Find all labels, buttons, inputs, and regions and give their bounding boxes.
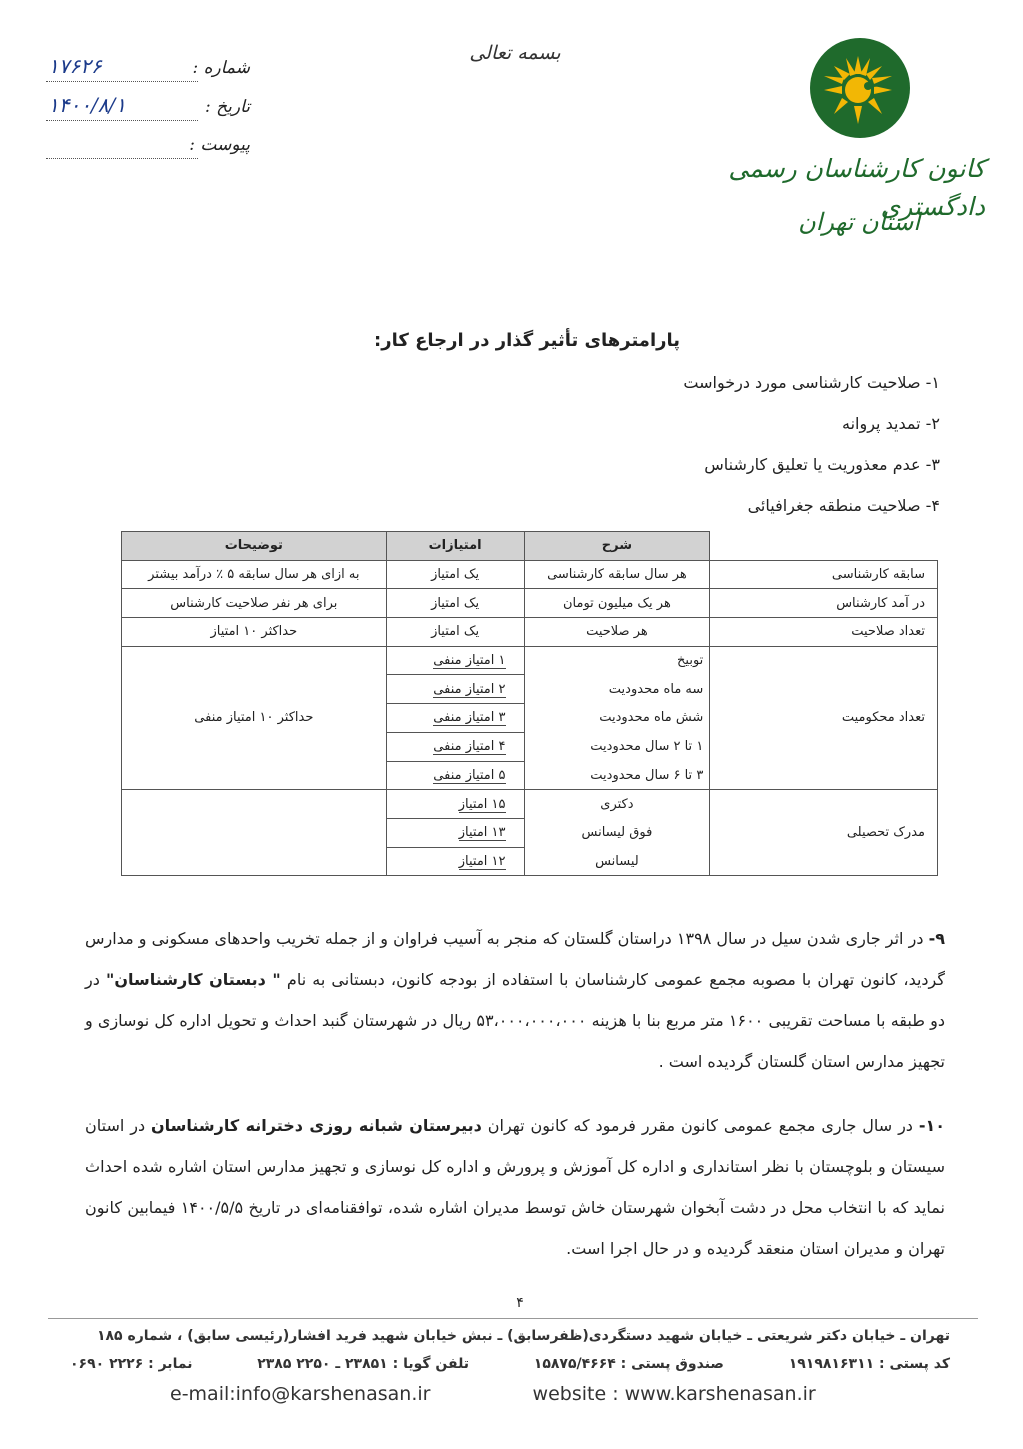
- row-points: ۱۵ امتیاز: [458, 796, 506, 812]
- school-name: دبیرستان شبانه روزی دخترانه کارشناسان: [150, 1116, 482, 1135]
- list-item: ۳- عدم معذوریت یا تعلیق کارشناس: [704, 455, 940, 474]
- scoring-table: [121, 531, 938, 876]
- row-desc: هر سال سابقه کارشناسی: [524, 560, 710, 589]
- row-points: ۲ امتیاز منفی: [433, 681, 506, 697]
- list-item: ۴- صلاحیت منطقه جغرافیائی: [747, 496, 940, 515]
- row-label: مدرک تحصیلی: [710, 790, 938, 876]
- row-points: ۳ امتیاز منفی: [433, 710, 506, 726]
- postal-code: کد پستی : ۱۹۱۹۸۱۶۳۱۱: [788, 1356, 950, 1372]
- header-points: امتیازات: [386, 532, 524, 561]
- organization-logo: [808, 36, 912, 140]
- row-desc: شش ماه محدودیت: [524, 704, 710, 733]
- letter-attachment-label: پیوست :: [189, 135, 250, 155]
- letter-date-value: ۱۴۰۰/۸/۱: [48, 93, 126, 117]
- row-note: برای هر نفر صلاحیت کارشناس: [122, 589, 387, 618]
- letter-number-label: شماره :: [192, 58, 250, 78]
- row-points: ۱۳ امتیاز: [458, 825, 506, 841]
- letter-number-value: ۱۷۶۲۶: [48, 54, 102, 78]
- email-link[interactable]: e-mail:info@karshenasan.ir: [170, 1383, 431, 1405]
- footer-divider: [48, 1318, 978, 1319]
- row-note: به ازای هر سال سابقه ۵ ٪ درآمد بیشتر: [122, 560, 387, 589]
- row-label: در آمد کارشناس: [710, 589, 938, 618]
- list-item: ۲- تمدید پروانه: [842, 414, 940, 433]
- paragraph-9: ۹- در اثر جاری شدن سیل در سال ۱۳۹۸ دراستان گلستان که منجر به آسیب فراوان و از جمله تخریب واحدهای مسکونی و مدارس گردید، کانون تهران با مصوبه مجمع عمومی کارشناسان با استفاده از بودجه کانون، دبستانی به نام " دبستان کارشناسان" در دو طبقه با مساحت تقریبی ۱۶۰۰ متر مربع بنا با هزینه ۵۳،۰۰۰،۰۰۰،۰۰۰ ریال در شهرستان گنبد احداث و تحویل اداره کل نوسازی و تجهیز مدارس استان گلستان گردیده است .: [85, 929, 946, 1071]
- row-label: تعداد محکومیت: [710, 646, 938, 789]
- table-row: [122, 618, 938, 647]
- footer-address: تهران ـ خیابان دکتر شریعتی ـ خیابان شهید دستگردی(ظفرسابق) ـ نبش خیابان شهید فرید افشار(رئیسی سابق) ، شماره ۱۸۵: [96, 1328, 950, 1344]
- letter-date: [40, 93, 250, 123]
- row-points: ۴ امتیاز منفی: [433, 739, 506, 755]
- row-label: سابقه کارشناسی: [710, 560, 938, 589]
- row-desc: لیسانس: [524, 847, 710, 876]
- table-row: [122, 560, 938, 589]
- row-desc: هر یک میلیون تومان: [524, 589, 710, 618]
- row-desc: ۳ تا ۶ سال محدودیت: [524, 761, 710, 790]
- row-points: یک امتیاز: [386, 560, 524, 589]
- row-desc: هر صلاحیت: [524, 618, 710, 647]
- paragraph-number: ۱۰-: [918, 1116, 946, 1135]
- header-notes: توضیحات: [122, 532, 387, 561]
- list-item: ۱- صلاحیت کارشناسی مورد درخواست: [683, 373, 940, 392]
- paragraph-number: ۹-: [928, 929, 945, 948]
- basmala: بسمه تعالی: [469, 42, 561, 64]
- header-desc: شرح: [524, 532, 710, 561]
- po-box: صندوق پستی : ۱۵۸۷۵/۴۶۶۴: [533, 1356, 724, 1372]
- row-points: یک امتیاز: [386, 589, 524, 618]
- letter-number: [40, 54, 250, 84]
- row-desc: فوق لیسانس: [524, 818, 710, 847]
- row-note: حداکثر ۱۰ امتیاز منفی: [122, 646, 387, 789]
- row-desc: سه ماه محدودیت: [524, 675, 710, 704]
- paragraph-10: ۱۰- در سال جاری مجمع عمومی کانون مقرر فرمود که کانون تهران دبیرستان شبانه روزی دخترانه کارشناسان در استان سیستان و بلوچستان با نظر استانداری و اداره کل آموزش و پرورش و اداره کل نوسازی و تجهیز مدارس استان اشاره شده احداث نماید که با انتخاب محل در دشت آبخوان شهرستان خاش توسط مدیران اشاره شده، توافقنامه‌ای در تاریخ ۱۴۰۰/۵/۵ فیمابین کانون تهران و مدیران استان منعقد گردیده و در حال اجرا است.: [85, 1116, 946, 1258]
- parameters-list: [560, 373, 940, 537]
- row-note: حداکثر ۱۰ امتیاز: [122, 618, 387, 647]
- table-row: [122, 790, 938, 819]
- page-number: ۴: [516, 1295, 524, 1311]
- phone: تلفن گویا : ۲۳۸۵۱ ـ ۲۲۵۰ ۲۳۸۵: [257, 1356, 470, 1372]
- footer-contacts: [70, 1356, 950, 1372]
- row-desc: توبیخ: [524, 646, 710, 675]
- row-points: ۱ امتیاز منفی: [433, 653, 506, 669]
- footer-web: [170, 1383, 890, 1405]
- section-heading: پارامترهای تأثیر گذار در ارجاع کار:: [374, 330, 680, 351]
- website-link[interactable]: website : www.karshenasan.ir: [532, 1383, 816, 1405]
- letterhead: [0, 0, 1023, 300]
- table-row: [122, 589, 938, 618]
- row-desc: ۱ تا ۲ سال محدودیت: [524, 732, 710, 761]
- row-label: تعداد صلاحیت: [710, 618, 938, 647]
- organization-name: کانون کارشناسان رسمی دادگستری: [728, 154, 985, 221]
- organization-province: استان تهران: [798, 208, 920, 236]
- row-points: ۵ امتیاز منفی: [433, 767, 506, 783]
- fax: نمابر : ۲۲۲۶ ۰۶۹۰: [70, 1356, 193, 1372]
- row-points: ۱۲ امتیاز: [458, 853, 506, 869]
- table-row: [122, 646, 938, 675]
- row-desc: دکتری: [524, 790, 710, 819]
- table-header-row: [122, 532, 938, 561]
- school-name: " دبستان کارشناسان": [105, 970, 281, 989]
- row-points: یک امتیاز: [386, 618, 524, 647]
- letter-attachment: [40, 135, 250, 161]
- letter-date-label: تاریخ :: [205, 97, 250, 117]
